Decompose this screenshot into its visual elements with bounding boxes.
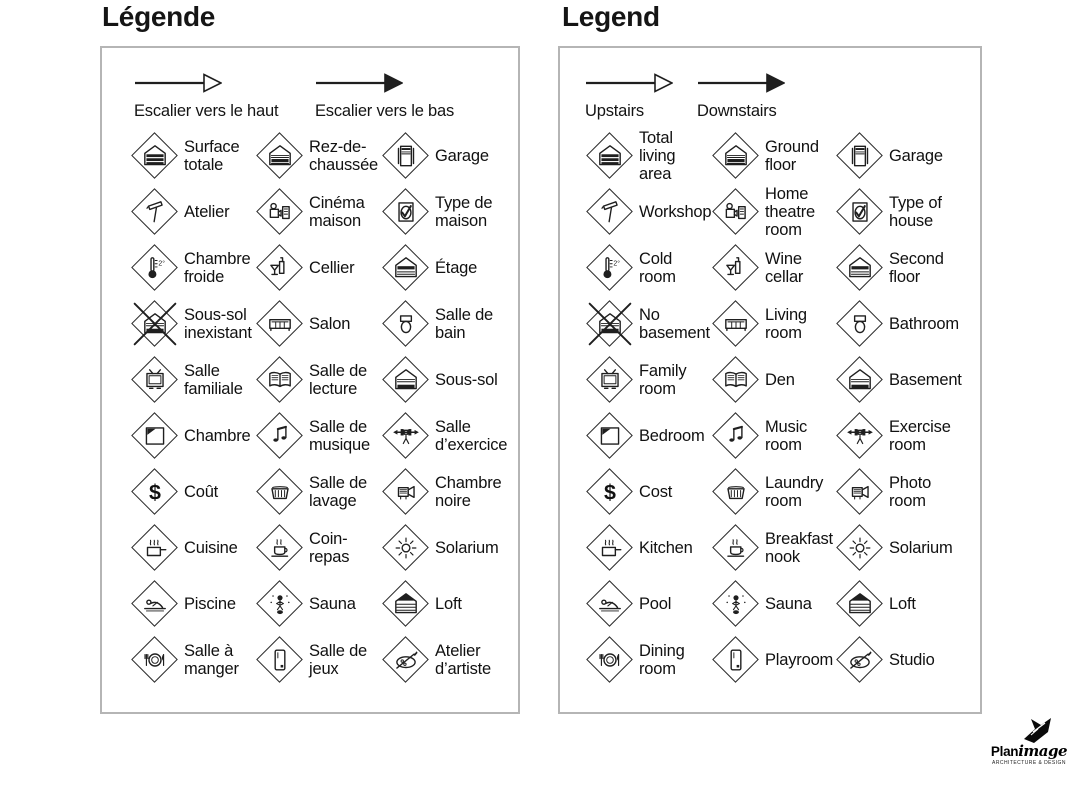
legend-item: [256, 244, 382, 292]
legend-item-label: Rez-de-chaussée: [309, 138, 379, 174]
legend-item-label: Sous-sol: [435, 371, 498, 389]
den-icon: [256, 356, 304, 404]
legend-item: [131, 244, 256, 292]
legend-item-label: Chambre froide: [184, 250, 251, 286]
studio-icon: [382, 636, 430, 684]
total-living-area-icon: [586, 132, 634, 180]
legend-item: [586, 580, 712, 628]
basement-icon: [382, 356, 430, 404]
stairs-down-label: Downstairs: [697, 102, 777, 120]
legend-item: [131, 468, 256, 516]
legend-item-label: Garage: [435, 147, 489, 165]
exercise-room-icon: [836, 412, 884, 460]
legend-item: [586, 244, 712, 292]
legend-item-label: Photo room: [889, 474, 932, 510]
bedroom-icon: [131, 412, 179, 460]
legend-item: [382, 580, 527, 628]
legend-item-label: Breakfast nook: [765, 530, 833, 566]
playroom-icon: [256, 636, 304, 684]
legend-item: [836, 412, 980, 460]
garage-icon: [836, 132, 884, 180]
legend-item: [586, 636, 712, 684]
svg-text:2°: 2°: [158, 260, 166, 268]
dining-room-icon: [131, 636, 179, 684]
up-arrow-icon: [585, 72, 673, 94]
legend-item: [256, 300, 382, 348]
planimage-tagline: ARCHITECTURE & DESIGN: [992, 760, 1066, 766]
photo-room-icon: [836, 468, 884, 516]
legend-item: [586, 188, 712, 236]
legend-item-label: Pool: [639, 595, 672, 613]
legend-item: [712, 524, 836, 572]
legend-item-label: Cost: [639, 483, 673, 501]
living-room-icon: [712, 300, 760, 348]
legend-item-label: Atelier d’artiste: [435, 642, 491, 678]
cost-icon: [586, 468, 634, 516]
total-living-area-icon: [131, 132, 179, 180]
ground-floor-icon: [256, 132, 304, 180]
planimage-logo: [983, 716, 1075, 766]
legend-item: [131, 636, 256, 684]
living-room-icon: [256, 300, 304, 348]
legend-item: [382, 188, 527, 236]
bathroom-icon: [382, 300, 430, 348]
home-theatre-icon: [256, 188, 304, 236]
legend-item-label: Salle d’exercice: [435, 418, 508, 454]
sauna-icon: [712, 580, 760, 628]
legend-item-label: Cold room: [639, 250, 676, 286]
svg-text:$: $: [604, 480, 616, 505]
legend-item: [836, 244, 980, 292]
legend-item-label: Chambre: [184, 427, 251, 445]
legend-panel-english: [558, 46, 982, 714]
loft-icon: [382, 580, 430, 628]
legend-item-label: Cuisine: [184, 539, 238, 557]
legend-item: [382, 524, 527, 572]
legend-item-label: Surface totale: [184, 138, 240, 174]
legend-item-label: Dining room: [639, 642, 685, 678]
up-arrow-icon: [134, 72, 222, 94]
wine-cellar-icon: [712, 244, 760, 292]
svg-text:$: $: [149, 480, 161, 505]
family-room-icon: [131, 356, 179, 404]
legend-item-label: Ground floor: [765, 138, 819, 174]
legend-item: [256, 636, 382, 684]
legend-title-french: Légende: [102, 1, 216, 32]
legend-item-label: Bathroom: [889, 315, 959, 333]
legend-item: [712, 580, 836, 628]
legend-item-label: Loft: [889, 595, 916, 613]
workshop-icon: [131, 188, 179, 236]
legend-item: [256, 132, 382, 180]
legend-item-label: Cinéma maison: [309, 194, 365, 230]
ground-floor-icon: [712, 132, 760, 180]
cost-icon: [131, 468, 179, 516]
legend-item-label: Second floor: [889, 250, 944, 286]
legend-item: [256, 524, 382, 572]
legend-item-label: Exercise room: [889, 418, 951, 454]
legend-item: [131, 300, 256, 348]
planimage-logo-icon: [1018, 716, 1058, 746]
legend-item-label: Type de maison: [435, 194, 493, 230]
svg-text:2°: 2°: [613, 260, 621, 268]
legend-item: [712, 356, 836, 404]
legend-item-label: Laundry room: [765, 474, 824, 510]
legend-item: [836, 524, 980, 572]
legend-item: [382, 636, 527, 684]
legend-item-label: Wine cellar: [765, 250, 804, 286]
legend-item-label: Family room: [639, 362, 687, 398]
down-arrow-icon: [697, 72, 785, 94]
legend-item: [712, 185, 836, 239]
legend-item-label: Home theatre room: [765, 185, 815, 239]
legend-item-label: Solarium: [889, 539, 953, 557]
legend-item-label: Kitchen: [639, 539, 693, 557]
legend-item-label: Chambre noire: [435, 474, 502, 510]
home-theatre-icon: [712, 188, 760, 236]
legend-item-label: Salle de lecture: [309, 362, 368, 398]
legend-item-label: Type of house: [889, 194, 942, 230]
legend-item: [712, 132, 836, 180]
wine-cellar-icon: [256, 244, 304, 292]
legend-item-label: Studio: [889, 651, 935, 669]
exercise-room-icon: [382, 412, 430, 460]
music-room-icon: [712, 412, 760, 460]
legend-item: [836, 300, 980, 348]
pool-icon: [586, 580, 634, 628]
legend-item-label: Coût: [184, 483, 219, 501]
laundry-room-icon: [256, 468, 304, 516]
brand-plan: Plan: [990, 744, 1019, 759]
cold-room-icon: [586, 244, 634, 292]
workshop-icon: [586, 188, 634, 236]
stairs-down-entry: [315, 72, 454, 121]
legend-item: [256, 356, 382, 404]
legend-item: [712, 244, 836, 292]
breakfast-nook-icon: [256, 524, 304, 572]
legend-item-label: Loft: [435, 595, 462, 613]
legend-item-label: Piscine: [184, 595, 236, 613]
no-basement-icon: [586, 300, 634, 348]
legend-item-label: Salle familiale: [184, 362, 243, 398]
legend-item-label: Sauna: [309, 595, 356, 613]
bedroom-icon: [586, 412, 634, 460]
legend-item-label: Living room: [765, 306, 807, 342]
legend-item: [382, 300, 527, 348]
legend-item-label: Music room: [765, 418, 808, 454]
legend-item: [586, 524, 712, 572]
breakfast-nook-icon: [712, 524, 760, 572]
dining-room-icon: [586, 636, 634, 684]
legend-item-label: Sauna: [765, 595, 812, 613]
legend-item-label: Coin-repas: [309, 530, 350, 566]
legend-item: [382, 468, 527, 516]
stairs-down-entry: [697, 72, 785, 121]
legend-item-label: Salon: [309, 315, 351, 333]
legend-item: [712, 300, 836, 348]
den-icon: [712, 356, 760, 404]
type-of-house-icon: [836, 188, 884, 236]
photo-room-icon: [382, 468, 430, 516]
legend-item-label: Atelier: [184, 203, 230, 221]
legend-item-label: Playroom: [765, 651, 834, 669]
legend-item-label: Cellier: [309, 259, 355, 277]
legend-item-label: Workshop: [639, 203, 712, 221]
legend-item: [712, 412, 836, 460]
second-floor-icon: [836, 244, 884, 292]
studio-icon: [836, 636, 884, 684]
legend-item-label: Salle de jeux: [309, 642, 368, 678]
legend-item: [836, 580, 980, 628]
legend-item: [131, 132, 256, 180]
loft-icon: [836, 580, 884, 628]
legend-item: [382, 356, 527, 404]
legend-item: [836, 132, 980, 180]
legend-grid-french: [102, 128, 518, 688]
legend-item-label: Den: [765, 371, 795, 389]
legend-item-label: Bedroom: [639, 427, 705, 445]
legend-item: [836, 356, 980, 404]
legend-item: [256, 468, 382, 516]
cold-room-icon: [131, 244, 179, 292]
second-floor-icon: [382, 244, 430, 292]
stairs-up-label: Escalier vers le haut: [134, 102, 279, 120]
legend-item: [131, 356, 256, 404]
legend-item: [382, 132, 527, 180]
stairs-down-label: Escalier vers le bas: [315, 102, 455, 120]
legend-item-label: Garage: [889, 147, 943, 165]
bathroom-icon: [836, 300, 884, 348]
solarium-icon: [836, 524, 884, 572]
down-arrow-icon: [315, 72, 403, 94]
legend-item: [712, 468, 836, 516]
legend-item-label: Solarium: [435, 539, 499, 557]
legend-item-label: Basement: [889, 371, 962, 389]
music-room-icon: [256, 412, 304, 460]
garage-icon: [382, 132, 430, 180]
legend-item-label: Total living area: [639, 129, 676, 183]
legend-item-label: Salle de lavage: [309, 474, 368, 510]
sauna-icon: [256, 580, 304, 628]
legend-title-english: Legend: [562, 1, 660, 32]
legend-item: [836, 188, 980, 236]
legend-item: [256, 580, 382, 628]
legend-item: [836, 636, 980, 684]
legend-item-label: Salle à manger: [184, 642, 239, 678]
legend-item: [586, 356, 712, 404]
legend-panel-french: [100, 46, 520, 714]
legend-item: [256, 188, 382, 236]
legend-item: [131, 412, 256, 460]
kitchen-icon: [131, 524, 179, 572]
basement-icon: [836, 356, 884, 404]
legend-item: [382, 412, 527, 460]
solarium-icon: [382, 524, 430, 572]
legend-item: [131, 188, 256, 236]
legend-item-label: Étage: [435, 259, 478, 277]
type-of-house-icon: [382, 188, 430, 236]
legend-item: [586, 468, 712, 516]
legend-item: [586, 300, 712, 348]
pool-icon: [131, 580, 179, 628]
legend-item-label: Salle de musique: [309, 418, 370, 454]
planimage-brand: [991, 744, 1067, 759]
stairs-up-entry: [134, 72, 278, 121]
stairs-up-entry: [585, 72, 673, 121]
legend-item: [382, 244, 527, 292]
family-room-icon: [586, 356, 634, 404]
legend-item: [712, 636, 836, 684]
legend-item: [256, 412, 382, 460]
legend-item: [586, 412, 712, 460]
legend-grid-english: [560, 128, 980, 688]
legend-item: [131, 580, 256, 628]
playroom-icon: [712, 636, 760, 684]
legend-item: [586, 129, 712, 183]
legend-item-label: Sous-sol inexistant: [184, 306, 252, 342]
kitchen-icon: [586, 524, 634, 572]
laundry-room-icon: [712, 468, 760, 516]
brand-image: image: [1018, 742, 1068, 760]
legend-item: [131, 524, 256, 572]
legend-item-label: No basement: [639, 306, 710, 342]
legend-item: [836, 468, 980, 516]
no-basement-icon: [131, 300, 179, 348]
stairs-up-label: Upstairs: [585, 102, 644, 120]
legend-item-label: Salle de bain: [435, 306, 494, 342]
